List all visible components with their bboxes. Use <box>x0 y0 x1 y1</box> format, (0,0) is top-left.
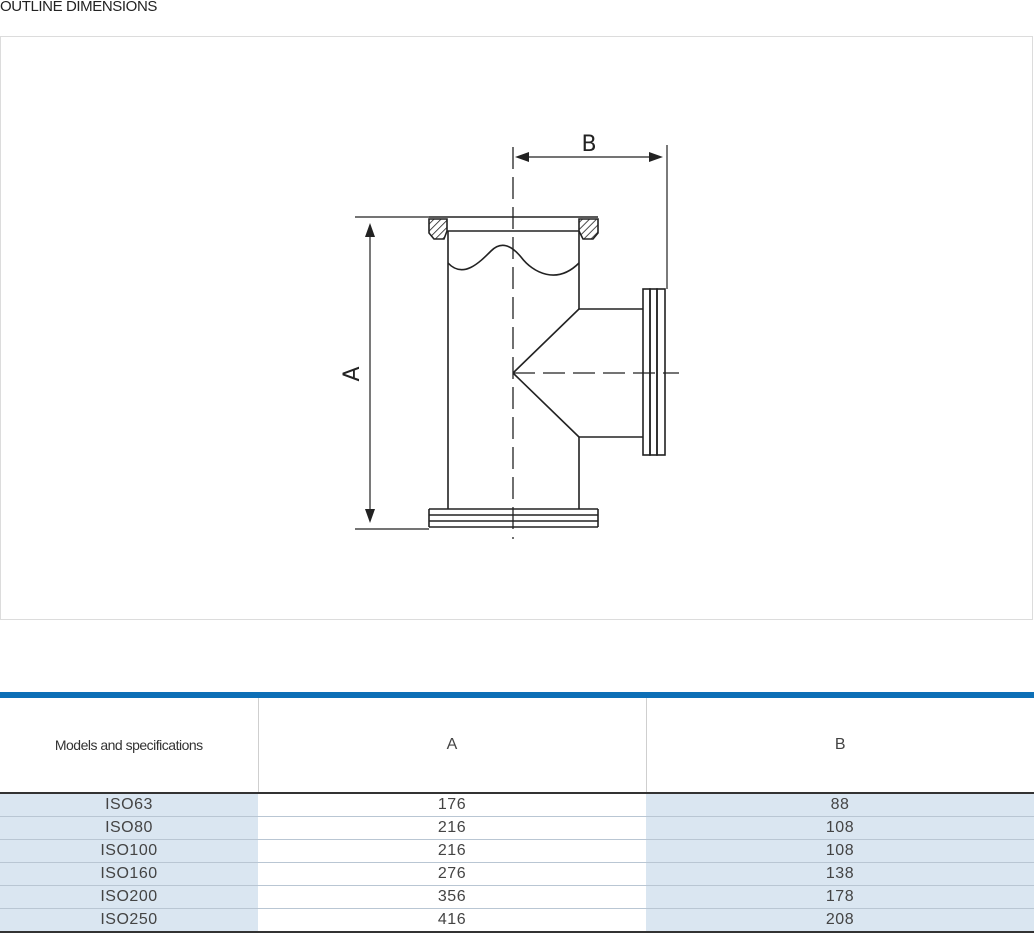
cell-a: 356 <box>258 886 646 909</box>
header-models: Models and specifications <box>0 695 258 793</box>
cell-a: 416 <box>258 909 646 933</box>
table-row <box>0 886 1034 909</box>
section-title: OUTLINE DIMENSIONS <box>0 0 157 15</box>
dimensions-table <box>0 692 1034 933</box>
table-row <box>0 817 1034 840</box>
cell-a: 216 <box>258 817 646 840</box>
dimension-a-label: A <box>340 366 365 382</box>
header-b: B <box>646 695 1034 793</box>
table-row <box>0 863 1034 886</box>
cell-b: 108 <box>646 817 1034 840</box>
cell-model: ISO100 <box>0 840 258 863</box>
cell-a: 276 <box>258 863 646 886</box>
cell-model: ISO63 <box>0 793 258 817</box>
cell-model: ISO80 <box>0 817 258 840</box>
cell-a: 176 <box>258 793 646 817</box>
cell-a: 216 <box>258 840 646 863</box>
dimension-b-label: B <box>581 132 597 157</box>
cell-b: 178 <box>646 886 1034 909</box>
cell-b: 108 <box>646 840 1034 863</box>
tee-outline-drawing <box>1 37 1032 619</box>
cell-b: 88 <box>646 793 1034 817</box>
cell-model: ISO250 <box>0 909 258 933</box>
table-row <box>0 840 1034 863</box>
table-row <box>0 909 1034 933</box>
cell-model: ISO160 <box>0 863 258 886</box>
table-row <box>0 793 1034 817</box>
cell-b: 138 <box>646 863 1034 886</box>
drawing-frame <box>0 36 1033 620</box>
header-a: A <box>258 695 646 793</box>
table-header-row <box>0 695 1034 793</box>
cell-b: 208 <box>646 909 1034 933</box>
cell-model: ISO200 <box>0 886 258 909</box>
